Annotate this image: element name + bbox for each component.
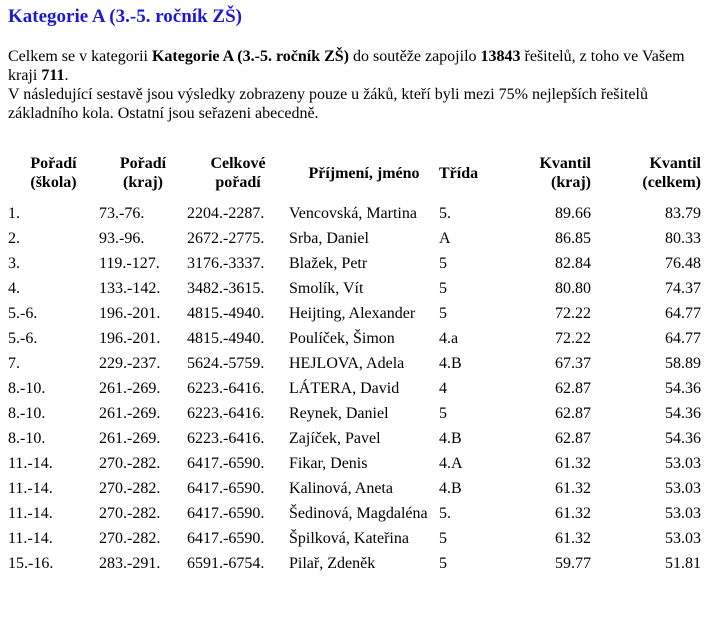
cell-rank-region: 270.-282. (99, 505, 161, 522)
cell-rank-total: 2204.-2287. (187, 205, 265, 222)
cell-rank-total: 2672.-2775. (187, 230, 265, 247)
cell-quantile-total: 83.79 (665, 205, 701, 222)
cell-name: Šedinová, Magdaléna (289, 505, 428, 522)
cell-rank-region: 270.-282. (99, 480, 161, 497)
cell-rank-total: 6417.-6590. (187, 505, 265, 522)
cell-rank-region: 261.-269. (99, 430, 161, 447)
header-quantile-total: Kvantil (celkem) (642, 155, 701, 191)
cell-class: 4 (439, 380, 447, 397)
cell-quantile-region: 59.77 (555, 555, 591, 572)
cell-quantile-region: 61.32 (555, 505, 591, 522)
cell-class: 5 (439, 255, 447, 272)
intro-text-d: . (64, 67, 69, 84)
cell-name: Pilař, Zdeněk (289, 555, 376, 572)
cell-rank-region: 196.-201. (99, 305, 161, 322)
cell-rank-region: 270.-282. (99, 455, 161, 472)
cell-class: 5 (439, 555, 447, 572)
cell-rank-school: 11.-14. (8, 530, 53, 547)
cell-quantile-total: 76.48 (665, 255, 701, 272)
cell-rank-school: 8.-10. (8, 380, 46, 397)
cell-rank-school: 11.-14. (8, 505, 53, 522)
cell-quantile-region: 89.66 (555, 205, 591, 222)
header-quantile-region: Kvantil (kraj) (539, 155, 591, 191)
cell-quantile-region: 62.87 (555, 430, 591, 447)
cell-rank-school: 5.-6. (8, 305, 38, 322)
intro-paragraph (8, 47, 708, 123)
cell-quantile-total: 58.89 (665, 355, 701, 372)
cell-name: Smolík, Vít (289, 280, 364, 297)
cell-rank-school: 8.-10. (8, 430, 46, 447)
table-row (8, 301, 701, 326)
cell-quantile-total: 53.03 (665, 455, 701, 472)
cell-rank-school: 15.-16. (8, 555, 54, 572)
table-row (8, 501, 701, 526)
intro-text-b: do soutěže zapojilo (349, 48, 481, 65)
cell-rank-total: 5624.-5759. (187, 355, 265, 372)
cell-name: LÁTERA, David (289, 380, 400, 397)
cell-name: Špilková, Kateřina (289, 530, 409, 547)
cell-name: Zajíček, Pavel (289, 430, 381, 447)
cell-quantile-total: 54.36 (665, 380, 701, 397)
cell-rank-region: 196.-201. (99, 330, 161, 347)
table-body (8, 201, 701, 576)
cell-quantile-region: 72.22 (555, 305, 591, 322)
cell-quantile-total: 51.81 (665, 555, 701, 572)
cell-rank-school: 8.-10. (8, 405, 46, 422)
cell-quantile-region: 61.32 (555, 530, 591, 547)
table-row (8, 376, 701, 401)
cell-quantile-total: 53.03 (665, 480, 701, 497)
cell-rank-region: 261.-269. (99, 380, 161, 397)
cell-rank-total: 6417.-6590. (187, 455, 265, 472)
cell-class: 5. (439, 505, 451, 522)
table-row (8, 401, 701, 426)
cell-quantile-total: 53.03 (665, 530, 701, 547)
cell-rank-region: 119.-127. (99, 255, 160, 272)
cell-class: 4.a (439, 330, 459, 347)
cell-quantile-region: 82.84 (555, 255, 591, 272)
cell-rank-school: 4. (8, 280, 20, 297)
cell-class: 4.A (439, 455, 463, 472)
intro-text-a: Celkem se v kategorii (8, 48, 152, 65)
intro-text-c: řešitelů, z toho ve Vašem kraji (8, 48, 685, 84)
cell-name: Reynek, Daniel (289, 405, 389, 422)
cell-name: Kalinová, Aneta (289, 480, 393, 497)
table-row (8, 476, 701, 501)
cell-quantile-region: 72.22 (555, 330, 591, 347)
cell-class: 4.B (439, 430, 462, 447)
page-title: Kategorie A (3.-5. ročník ZŠ) (8, 6, 242, 27)
cell-rank-total: 6223.-6416. (187, 405, 265, 422)
cell-rank-region: 133.-142. (99, 280, 161, 297)
cell-rank-school: 3. (8, 255, 20, 272)
cell-name: Heijting, Alexander (289, 305, 416, 322)
header-name: Příjmení, jméno (308, 164, 420, 182)
cell-rank-school: 5.-6. (8, 330, 38, 347)
cell-class: 5 (439, 280, 447, 297)
cell-name: Vencovská, Martina (289, 205, 417, 222)
header-class: Třída (439, 164, 479, 182)
cell-quantile-total: 64.77 (665, 305, 701, 322)
table-row (8, 226, 701, 251)
cell-rank-school: 7. (8, 355, 20, 372)
header-rank-region: Pořadí (kraj) (119, 155, 167, 191)
cell-class: 5 (439, 530, 447, 547)
cell-rank-school: 2. (8, 230, 20, 247)
cell-rank-total: 6417.-6590. (187, 530, 265, 547)
cell-name: HEJLOVA, Adela (289, 355, 405, 372)
cell-quantile-total: 80.33 (665, 230, 701, 247)
intro-category: Kategorie A (3.-5. ročník ZŠ) (151, 48, 349, 65)
intro-region-count: 711 (41, 67, 65, 84)
cell-quantile-region: 62.87 (555, 380, 591, 397)
cell-quantile-region: 61.32 (555, 480, 591, 497)
table-row (8, 526, 701, 551)
table-row (8, 551, 701, 576)
cell-rank-school: 11.-14. (8, 455, 53, 472)
intro-note: V následující sestavě jsou výsledky zobrazeny pouze u žáků, kteří byli mezi 75% nejlepších řešitelů základního kola. Ostatní jsou seřazeni abecedně. (8, 86, 648, 122)
cell-quantile-region: 86.85 (555, 230, 591, 247)
cell-quantile-total: 54.36 (665, 430, 701, 447)
cell-quantile-region: 80.80 (555, 280, 591, 297)
header-rank-school: Pořadí (škola) (30, 155, 77, 191)
cell-rank-region: 270.-282. (99, 530, 161, 547)
cell-class: 4.B (439, 355, 462, 372)
cell-quantile-region: 67.37 (555, 355, 591, 372)
cell-rank-total: 6223.-6416. (187, 430, 265, 447)
cell-name: Srba, Daniel (289, 230, 369, 247)
cell-class: 5 (439, 405, 447, 422)
table-row (8, 426, 701, 451)
cell-rank-total: 3176.-3337. (187, 255, 265, 272)
cell-rank-region: 73.-76. (99, 205, 145, 222)
cell-quantile-total: 74.37 (665, 280, 701, 297)
cell-rank-total: 6417.-6590. (187, 480, 265, 497)
cell-rank-school: 11.-14. (8, 480, 53, 497)
cell-class: 5 (439, 305, 447, 322)
cell-rank-total: 4815.-4940. (187, 305, 265, 322)
cell-class: 5. (439, 205, 451, 222)
cell-name: Blažek, Petr (289, 255, 368, 272)
cell-quantile-total: 54.36 (665, 405, 701, 422)
results-table (8, 150, 701, 576)
cell-rank-total: 6223.-6416. (187, 380, 265, 397)
table-row (8, 251, 701, 276)
cell-name: Fikar, Denis (289, 455, 368, 472)
cell-quantile-total: 53.03 (665, 505, 701, 522)
cell-class: A (439, 230, 451, 247)
cell-quantile-region: 61.32 (555, 455, 591, 472)
cell-rank-total: 6591.-6754. (187, 555, 265, 572)
cell-name: Poulíček, Šimon (289, 330, 395, 347)
table-row (8, 201, 701, 226)
table-header-row (8, 150, 701, 201)
cell-rank-region: 229.-237. (99, 355, 161, 372)
cell-rank-region: 261.-269. (99, 405, 161, 422)
results-page (8, 0, 708, 572)
cell-rank-total: 4815.-4940. (187, 330, 265, 347)
cell-quantile-total: 64.77 (665, 330, 701, 347)
table-row (8, 326, 701, 351)
cell-rank-region: 93.-96. (99, 230, 145, 247)
header-rank-total: Celkové pořadí (210, 155, 266, 191)
cell-rank-total: 3482.-3615. (187, 280, 265, 297)
cell-rank-region: 283.-291. (99, 555, 161, 572)
table-row (8, 351, 701, 376)
cell-rank-school: 1. (8, 205, 20, 222)
table-row (8, 276, 701, 301)
table-row (8, 451, 701, 476)
cell-class: 4.B (439, 480, 462, 497)
intro-total-count: 13843 (480, 48, 521, 65)
cell-quantile-region: 62.87 (555, 405, 591, 422)
